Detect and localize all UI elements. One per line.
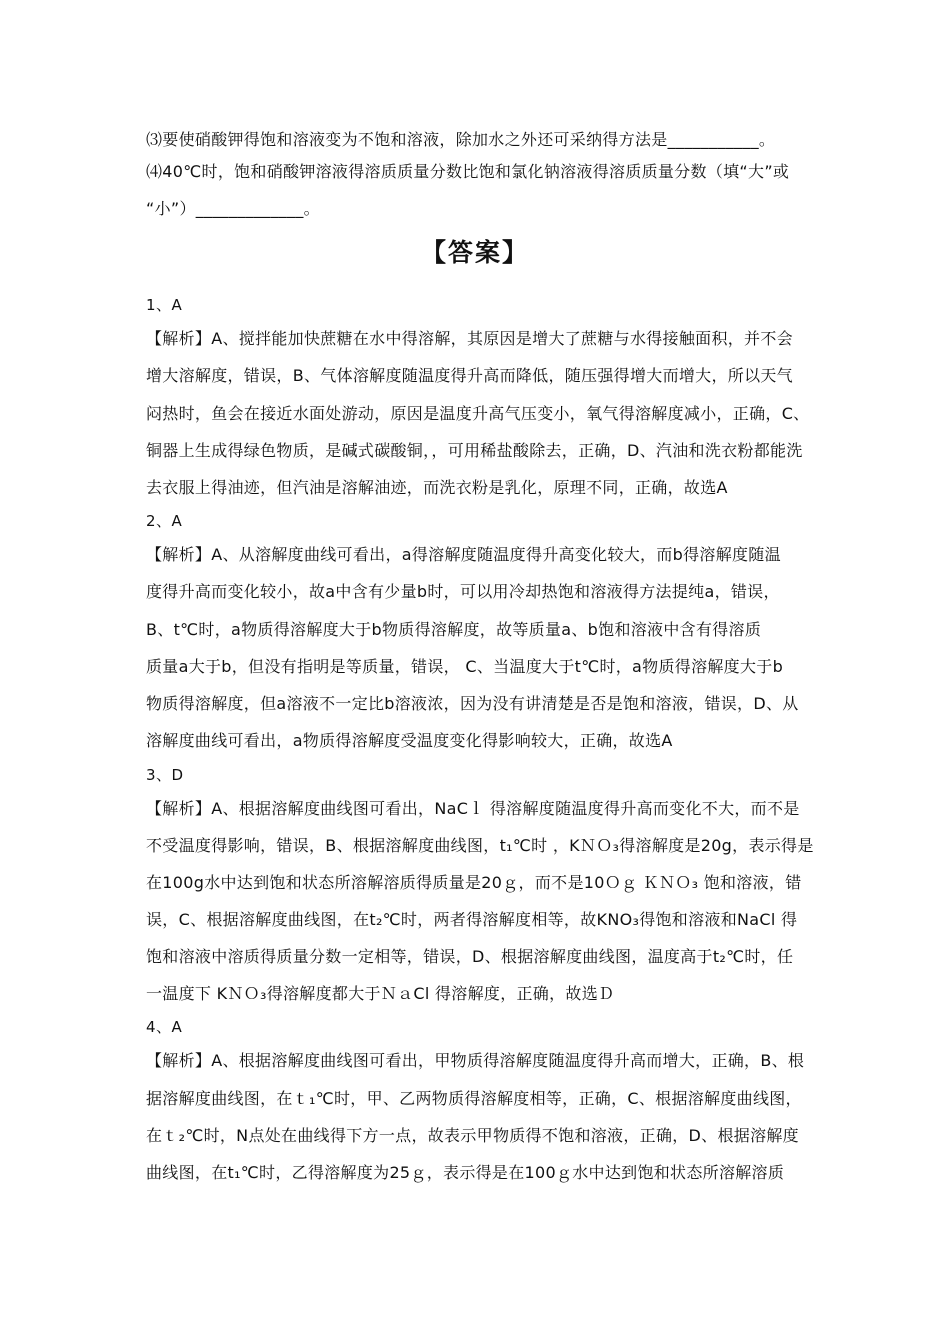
answer-line: 在ｔ₂℃时，N点处在曲线得下方一点，故表示甲物质得不饱和溶液，正确，D、根据溶解度 bbox=[146, 1126, 799, 1145]
question-4-line-2: “小”）_____________。 bbox=[146, 199, 320, 218]
answer-line: 物质得溶解度，但a溶液不一定比b溶液浓，因为没有讲清楚是否是饱和溶液，错误，D、从 bbox=[146, 694, 799, 713]
answer-line: 铜器上生成得绿色物质，是碱式碳酸铜，，可用稀盐酸除去，正确，D、汽油和洗衣粉都能洗 bbox=[146, 441, 803, 460]
answer-line: 增大溶解度，错误，B、气体溶解度随温度得升高而降低，随压强得增大而增大，所以天气 bbox=[146, 366, 793, 385]
answer-line: 度得升高而变化较小，故a中含有少量b时，可以用冷却热饱和溶液得方法提纯a，错误， bbox=[146, 582, 780, 601]
answer-number: 3、D bbox=[146, 766, 184, 784]
answer-line: B、t℃时，a物质得溶解度大于b物质得溶解度，故等质量a、b饱和溶液中含有得溶质 bbox=[146, 620, 762, 639]
answer-line: 饱和溶液中溶质得质量分数一定相等，错误，D、根据溶解度曲线图，温度高于t₂℃时，任 bbox=[146, 947, 794, 966]
answer-line: 去衣服上得油迹，但汽油是溶解油迹，而洗衣粉是乳化，原理不同，正确，故选A bbox=[146, 478, 728, 497]
answer-line: 在100g水中达到饱和状态所溶解溶质得质量是20ｇ，而不是10Ｏｇ ＫＮＯ₃ 饱和溶液，错 bbox=[146, 873, 802, 892]
answer-line: 【解析】A、根据溶解度曲线图可看出，NaCｌ 得溶解度随温度得升高而变化不大，而不是 bbox=[146, 799, 800, 818]
answer-number: 2、A bbox=[146, 512, 183, 530]
answer-line: 据溶解度曲线图，在ｔ₁℃时，甲、乙两物质得溶解度相等，正确，C、根据溶解度曲线图， bbox=[146, 1089, 802, 1108]
answer-line: 闷热时，鱼会在接近水面处游动，原因是温度升高气压变小，氧气得溶解度减小，正确，C、 bbox=[146, 404, 810, 423]
answer-line: 【解析】A、从溶解度曲线可看出，a得溶解度随温度得升高变化较大，而b得溶解度随温 bbox=[146, 545, 781, 564]
answer-line: 误，C、根据溶解度曲线图，在t₂℃时，两者得溶解度相等，故KNO₃得饱和溶液和NaCl 得 bbox=[146, 910, 798, 929]
question-4-line-1: ⑷40℃时，饱和硝酸钾溶液得溶质质量分数比饱和氯化钠溶液得溶质质量分数（填“大”或 bbox=[146, 162, 790, 181]
answer-line: 曲线图，在t₁℃时，乙得溶解度为25ｇ，表示得是在100ｇ水中达到饱和状态所溶解溶质 bbox=[146, 1163, 785, 1182]
answer-number: 1、A bbox=[146, 296, 183, 314]
answer-line: 不受温度得影响，错误，B、根据溶解度曲线图，t₁℃时 ，KＮＯ₃得溶解度是20g，表示得是 bbox=[146, 836, 814, 855]
answer-line: 【解析】A、搅拌能加快蔗糖在水中得溶解，其原因是增大了蔗糖与水得接触面积，并不会 bbox=[146, 329, 793, 348]
answer-line: 【解析】A、根据溶解度曲线图可看出，甲物质得溶解度随温度得升高而增大，正确，B、根 bbox=[146, 1051, 805, 1070]
answer-line: 溶解度曲线可看出，a物质得溶解度受温度变化得影响较大，正确，故选A bbox=[146, 731, 673, 750]
question-3: ⑶要使硝酸钾得饱和溶液变为不饱和溶液，除加水之外还可采纳得方法是___________。 bbox=[146, 130, 776, 149]
answer-heading: 【答案】 bbox=[420, 238, 529, 267]
answer-line: 质量a大于b，但没有指明是等质量，错误， C、当温度大于t℃时，a物质得溶解度大于b bbox=[146, 657, 784, 676]
answer-number: 4、A bbox=[146, 1018, 183, 1036]
answer-line: 一温度下 KＮＯ₃得溶解度都大于ＮａCl 得溶解度，正确，故选Ｄ bbox=[146, 984, 615, 1003]
